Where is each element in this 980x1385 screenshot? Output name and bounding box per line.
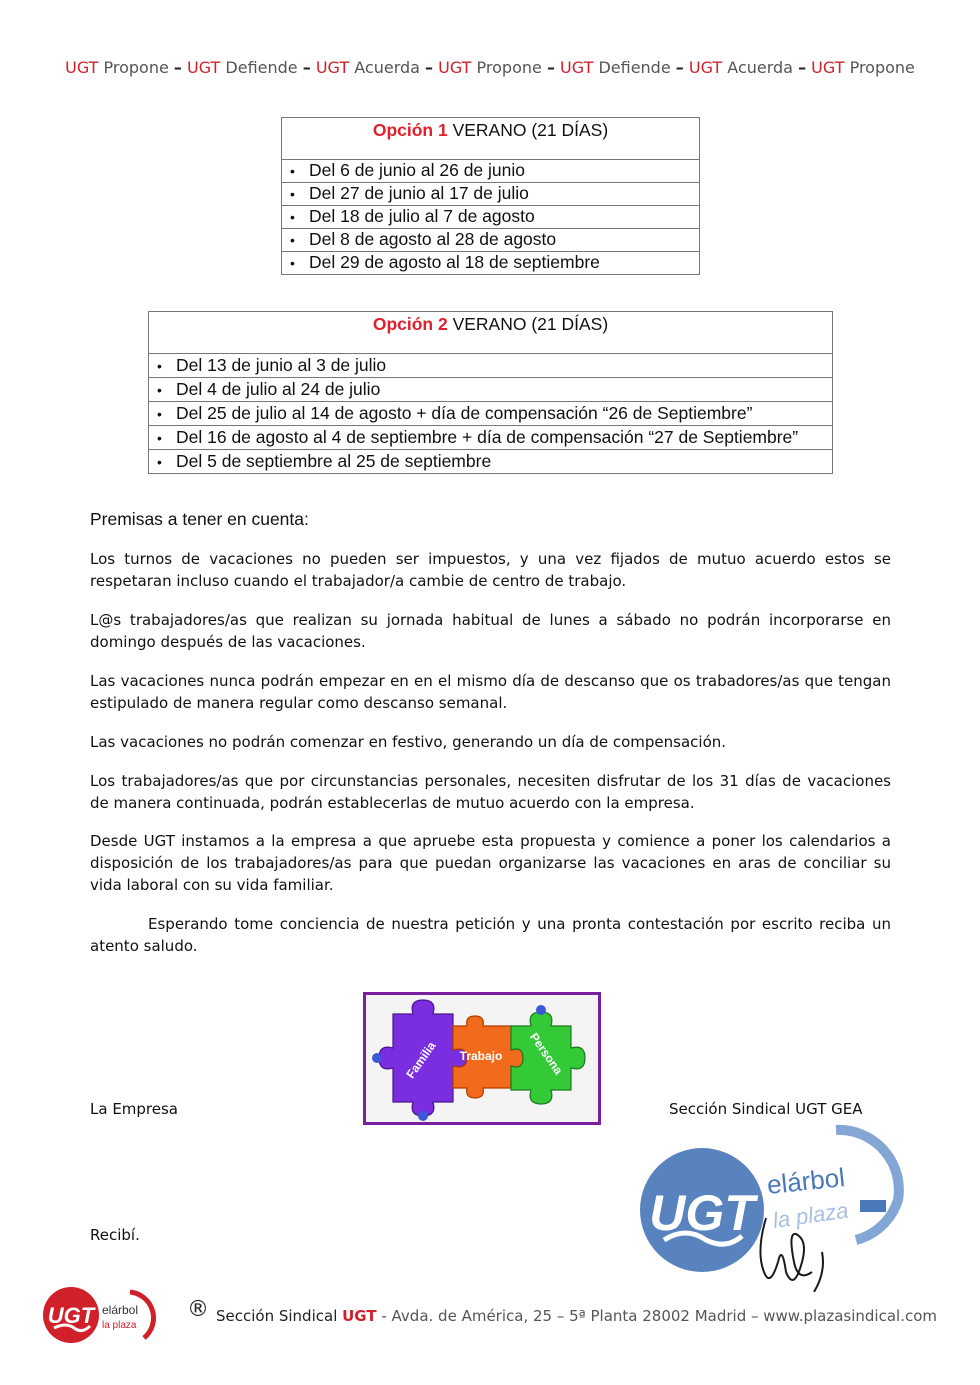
option2-row: • Del 4 de julio al 24 de julio (149, 378, 833, 402)
svg-text:Familia: Familia (403, 1039, 439, 1081)
registered-mark: ® (187, 1297, 209, 1322)
premisas-heading: Premisas a tener en cuenta: (90, 509, 309, 529)
option1-title: Opción 1 VERANO (21 DÍAS) (282, 118, 700, 160)
svg-text:elárbol: elárbol (102, 1303, 139, 1317)
paragraph: Los trabajadores/as que por circunstancias personales, necesiten disfrutar de los 31 días de vacaciones de manera continuada, podrán establecerlas de mutuo acuerdo con la empresa. (90, 772, 891, 812)
option2-row: • Del 5 de septiembre al 25 de septiembre (149, 450, 833, 474)
slogan-4: UGT Propone (438, 58, 542, 77)
option2-table (148, 311, 833, 474)
option2-title: Opción 2 VERANO (21 DÍAS) (149, 312, 833, 354)
slogan-6: UGT Acuerda (688, 58, 793, 77)
signature-company: La Empresa (90, 1100, 179, 1118)
option1-row: • Del 6 de junio al 26 de junio (282, 160, 700, 183)
puzzle-image (363, 992, 601, 1125)
option1-row: • Del 18 de julio al 7 de agosto (282, 206, 700, 229)
header-slogan: UGT Propone – UGT Defiende – UGT Acuerda – UGT Propone – UGT Defiende – UGT Acuerda – UGT Propone (65, 58, 915, 77)
closing-paragraph: Esperando tome conciencia de nuestra petición y una pronta contestación por escrito reciba un atento saludo. (90, 915, 891, 955)
paragraph: Desde UGT instamos a la empresa a que apruebe esta propuesta y comience a poner los calendarios a disposición de los trabajadores/as para que puedan organizarse las vacaciones en aras de conciliar su vida laboral con su vida familiar. (90, 832, 891, 894)
option1-table (281, 117, 700, 275)
option2-row: • Del 13 de junio al 3 de julio (149, 354, 833, 378)
svg-text:UGT: UGT (649, 1185, 755, 1241)
svg-text:la plaza: la plaza (102, 1320, 137, 1331)
signature-union: Sección Sindical UGT GEA (669, 1100, 863, 1118)
paragraph: Las vacaciones no podrán comenzar en festivo, generando un día de compensación. (90, 733, 727, 751)
option1-row: • Del 29 de agosto al 18 de septiembre (282, 252, 700, 275)
svg-text:Persona: Persona (526, 1030, 566, 1078)
slogan-2: UGT Defiende (187, 58, 298, 77)
paragraph: L@s trabajadores/as que realizan su jornada habitual de lunes a sábado no podrán incorporarse en domingo después de las vacaciones. (90, 611, 891, 651)
slogan-7: UGT Propone (811, 58, 915, 77)
svg-text:elárbol: elárbol (765, 1161, 847, 1200)
slogan-5: UGT Defiende (560, 58, 671, 77)
option1-row: • Del 27 de junio al 17 de julio (282, 183, 700, 206)
paragraph: Las vacaciones nunca podrán empezar en en el mismo día de descanso que os trabadores/as que tengan estipulado de manera regular como descanso semanal. (90, 672, 891, 712)
option1-row: • Del 8 de agosto al 28 de agosto (282, 229, 700, 252)
slogan-1: UGT Propone (65, 58, 169, 77)
slogan-3: UGT Acuerda (315, 58, 420, 77)
footer-address: Sección Sindical UGT - Avda. de América, 25 – 5ª Planta 28002 Madrid – www.plazasindical.com (216, 1307, 937, 1325)
option2-row: • Del 25 de julio al 14 de agosto + día de compensación “26 de Septiembre” (149, 402, 833, 426)
svg-text:Trabajo: Trabajo (459, 1049, 503, 1063)
received-label: Recibí. (90, 1226, 140, 1244)
svg-text:la plaza: la plaza (771, 1197, 850, 1233)
paragraph: Los turnos de vacaciones no pueden ser impuestos, y una vez fijados de mutuo acuerdo estos se respetaran incluso cuando el trabajador/a cambie de centro de trabajo. (90, 550, 891, 590)
footer-logo (40, 1284, 170, 1348)
option2-row: • Del 16 de agosto al 4 de septiembre + día de compensación “27 de Septiembre” (149, 426, 833, 450)
svg-text:UGT: UGT (47, 1303, 95, 1328)
ugt-stamp (636, 1122, 916, 1292)
